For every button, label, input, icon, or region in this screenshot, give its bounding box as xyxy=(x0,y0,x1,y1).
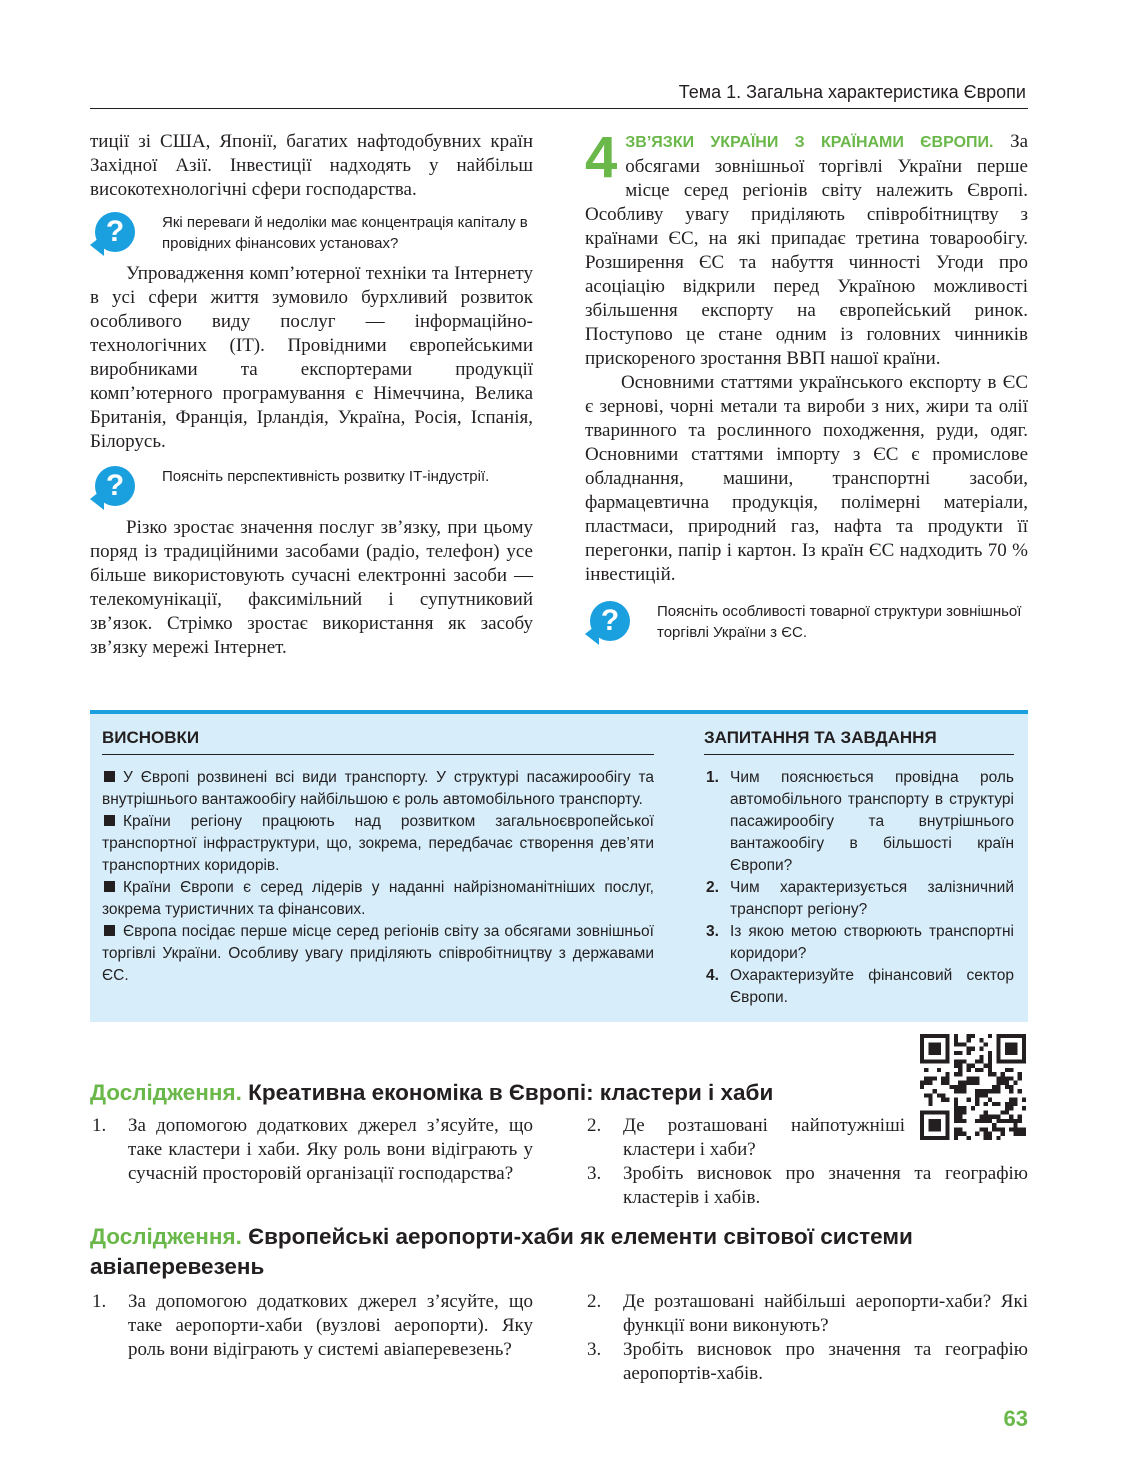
research-1-heading xyxy=(90,1078,773,1108)
square-bullet-icon xyxy=(104,881,115,892)
question-icon: ? xyxy=(590,601,630,641)
question-text: Поясніть особливості товарної структури зовнішньої торгівлі України з ЄС. xyxy=(657,603,1022,641)
conclusion-item: У Європі розвинені всі види транспорту. У структурі пасажирообігу та внутрішнього вантажообігу найбільшою є роль автомобільного транспорту. xyxy=(102,769,654,808)
section-title: ЗВ’ЯЗКИ УКРАЇНИ З КРАЇНАМИ ЄВРОПИ. xyxy=(625,134,994,151)
conclusion-item: Країни регіону працюють над розвитком загальноєвропейської транспортної інфраструктури, що, зокрема, передбачає створення дев’яти транспортних коридорів. xyxy=(102,813,654,874)
conclusions-title: ВИСНОВКИ xyxy=(102,722,654,755)
square-bullet-icon xyxy=(104,771,115,782)
question-icon: ? xyxy=(95,212,135,252)
question-item: 3. Із якою метою створюють транспортні коридори? xyxy=(706,923,1014,962)
research-label: Дослідження. xyxy=(90,1080,242,1105)
research-title: Креативна економіка в Європі: кластери і хаби xyxy=(248,1080,774,1105)
research-item: 3. Зробіть висновок про значення та географію аеропортів-хабів. xyxy=(587,1339,1028,1384)
right-column xyxy=(585,125,1029,651)
question-text: Які переваги й недоліки має концентрація капіталу в провідних фінансових установах? xyxy=(162,214,528,252)
research-title: Європейські аеропорти-хаби як елементи світової системи авіаперевезень xyxy=(90,1224,913,1279)
left-paragraph-2: Упровадження комп’ютерної техніки та Інтернету в усі сфери життя зумовило бурхливий розвиток особливого виду послуг — інформаційно-технологічних (ІТ). Провідними європейськими виробниками та експортерами продукції комп’ютерного програмування є Німеччина, Велика Британія, Франція, Ірландія, Україна, Росія, Іспанія, Білорусь. xyxy=(90,263,533,452)
left-paragraph-3: Різко зростає значення послуг зв’язку, при цьому поряд із традиційними засобами (радіо, телефон) усе більше використовують сучасні електронні засоби — телекомунікації, факсимільний і супутниковий зв’язок. Стрімко зростає використання як засобу зв’язку мережі Інтернет. xyxy=(90,517,533,658)
header-title: Тема 1. Загальна характеристика Європи xyxy=(678,82,1026,102)
square-bullet-icon xyxy=(104,815,115,826)
left-column xyxy=(90,130,533,660)
section-4-paragraph-2: Основними статтями українського експорту в ЄС є зернові, чорні метали та вироби з них, жири та олії тваринного та рослинного походження, руди, одяг. Основними статтями імпорту з ЄС є промислове обладнання, машини, транспортні засоби, фармацевтична продукція, полімерні матеріали, пластмаси, природний газ, нафта та продукти її перегонки, папір і картон. Із країн ЄС надходить 70 % інвестицій. xyxy=(585,372,1028,585)
conclusion-item: Країни Європи є серед лідерів у наданні найрізноманітніших послуг, зокрема туристичних та фінансових. xyxy=(102,879,654,918)
research-2-heading xyxy=(90,1222,1028,1282)
research-item: 3. Зробіть висновок про значення та географію кластерів і хабів. xyxy=(587,1163,1028,1208)
research-item: 1. За допомогою додаткових джерел з’ясуйте, що таке аеропорти-хаби (вузлові аеропорти). Яку роль вони відіграють у системі авіаперевезень? xyxy=(92,1291,533,1360)
question-box-3 xyxy=(585,601,1028,643)
questions-title: ЗАПИТАННЯ ТА ЗАВДАННЯ xyxy=(704,722,1014,755)
research-item: 2. Де розташовані найбільші аеропорти-хаби? Які функції вони виконують? xyxy=(587,1291,1028,1336)
section-4-paragraph-1 xyxy=(585,125,1029,371)
research-2-list-left xyxy=(90,1290,533,1362)
left-paragraph-1: тиції зі США, Японії, багатих нафтодобувних країн Західної Азії. Інвестиції надходять у найбільш високотехнологічні сфери господарства. xyxy=(90,131,533,200)
page-number: 63 xyxy=(1003,1406,1028,1431)
question-item: 4. Охарактеризуйте фінансовий сектор Європи. xyxy=(706,967,1014,1006)
question-box-1 xyxy=(90,212,533,254)
question-text: Поясніть перспективність розвитку ІТ-індустрії. xyxy=(162,468,490,485)
page-header xyxy=(90,78,1028,109)
research-item: 1. За допомогою додаткових джерел з’ясуйте, що таке кластери і хаби. Яку роль вони відіграють у сучасній просторовій організації господарства? xyxy=(92,1115,533,1184)
research-2-list-right xyxy=(585,1290,1028,1386)
research-label: Дослідження. xyxy=(90,1224,242,1249)
question-box-2 xyxy=(90,466,533,508)
summary-box xyxy=(90,710,1028,1022)
section-number: 4 xyxy=(585,125,618,190)
conclusions-panel xyxy=(102,722,654,987)
question-item: 1. Чим пояснюється провідна роль автомобільного транспорту в структурі пасажирообігу та внутрішнього вантажообігу в більшості країн Європи? xyxy=(706,769,1014,874)
conclusion-item: Європа посідає перше місце серед регіонів світу за обсягами зовнішньої торгівлі України. Особливу увагу приділяють співробітництву з державами ЄС. xyxy=(102,923,654,984)
research-1-list-left xyxy=(90,1114,533,1186)
research-item: 2. Де розташовані найпотужніші кластери і хаби? xyxy=(587,1115,905,1160)
question-item: 2. Чим характеризується залізничний транспорт регіону? xyxy=(706,879,1014,918)
questions-panel xyxy=(704,722,1014,1009)
research-1-list-right xyxy=(585,1114,1028,1210)
square-bullet-icon xyxy=(104,925,115,936)
question-icon: ? xyxy=(95,466,135,506)
section-text: За обсягами зовнішньої торгівлі України перше місце серед регіонів світу належить Європі. Особливу увагу приділяють співробітництву з країнами ЄС, на які припадає третина товарообігу. Розширення ЄС та набуття чинності Угоди про асоціацію відкрили перед Україною можливості збільшення експорту на європейський ринок. Поступово це стане одним із головних чинників прискореного зростання ВВП нашої країни. xyxy=(585,131,1029,369)
